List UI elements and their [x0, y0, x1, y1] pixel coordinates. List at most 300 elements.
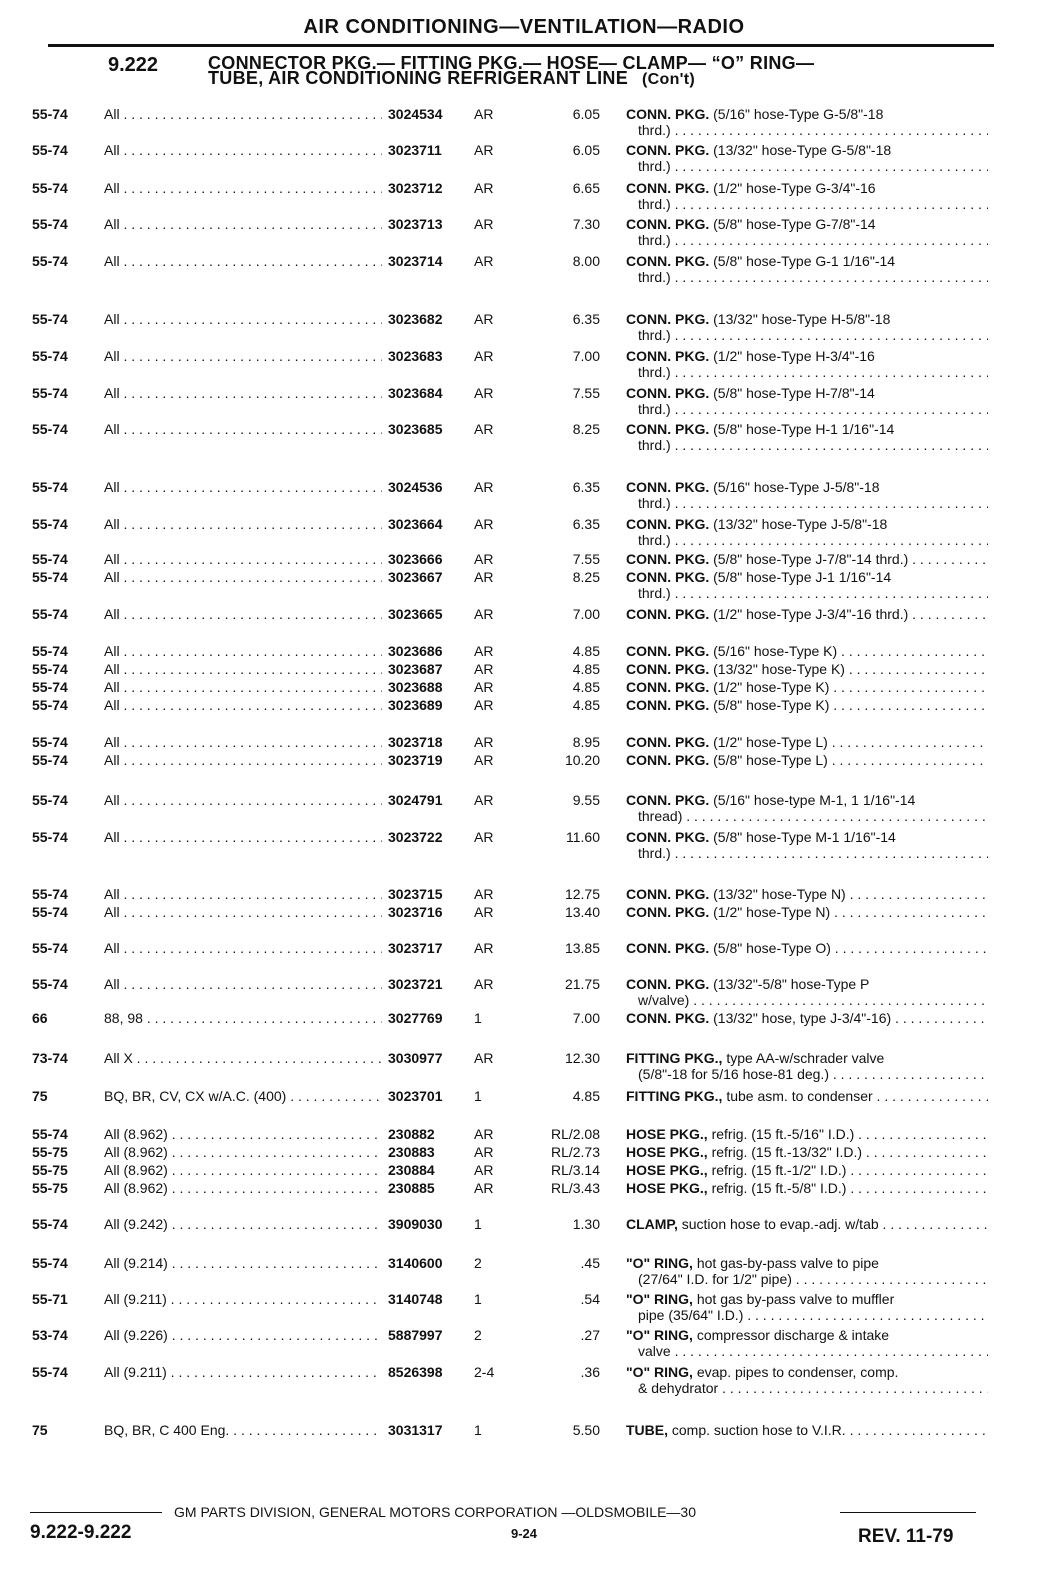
row-description-text: (5/8" hose-Type L) — [709, 752, 828, 768]
row-application: All . . . — [104, 886, 382, 902]
row-description — [626, 1327, 988, 1359]
row-application: All (8.962) . . . — [104, 1162, 382, 1178]
row-description-line1 — [626, 216, 988, 232]
row-application: All . . . — [104, 311, 382, 327]
row-description-text: (1/2" hose-Type J-3/4"-16 thrd.) — [709, 606, 909, 622]
row-description — [626, 1364, 988, 1396]
row-years: 55-74 — [32, 106, 68, 122]
row-description-text: hot gas-by-pass valve to pipe — [692, 1255, 879, 1271]
row-quantity: 1 — [474, 1422, 482, 1438]
footer-publisher: GM PARTS DIVISION, GENERAL MOTORS CORPORATION —OLDSMOBILE—30 — [174, 1504, 696, 1520]
row-years: 55-74 — [32, 180, 68, 196]
row-price: 7.55 — [572, 551, 600, 567]
row-years: 53-74 — [32, 1327, 68, 1343]
row-years: 75 — [32, 1088, 48, 1104]
row-description-text: (5/8" hose-Type G-1 1/16"-14 — [709, 253, 896, 269]
row-application: All . . . — [104, 106, 382, 122]
row-description-line2: thrd.) . . . — [626, 158, 988, 174]
row-quantity: AR — [474, 142, 494, 158]
footer-section-range: 9.222-9.222 — [30, 1522, 132, 1543]
row-price: .45 — [580, 1255, 600, 1271]
row-price: 10.20 — [564, 752, 600, 768]
row-years: 55-74 — [32, 551, 68, 567]
row-part-number: 3023684 — [388, 385, 443, 401]
row-years: 55-74 — [32, 348, 68, 364]
row-application: All . . . — [104, 697, 382, 713]
row-application: All . . . — [104, 385, 382, 401]
row-price: RL/3.43 — [550, 1180, 600, 1196]
row-description — [626, 216, 988, 248]
row-description-text: (5/16" hose-Type G-5/8"-18 — [709, 106, 884, 122]
row-part-number: 3023682 — [388, 311, 443, 327]
row-part-number: 3027769 — [388, 1010, 443, 1026]
row-price: 4.85 — [572, 1088, 600, 1104]
row-price: RL/2.73 — [550, 1144, 600, 1160]
row-application: 88, 98 . . . — [104, 1010, 382, 1026]
row-price: 13.40 — [564, 904, 600, 920]
row-part-number: 3030977 — [388, 1050, 443, 1066]
row-price: 13.85 — [564, 940, 600, 956]
row-price: 6.35 — [572, 479, 600, 495]
row-quantity: 2-4 — [474, 1364, 495, 1380]
row-description-line1 — [626, 661, 988, 677]
row-years: 55-74 — [32, 976, 68, 992]
row-part-number: 3023719 — [388, 752, 443, 768]
row-description-keyword: CONN. PKG. — [626, 180, 710, 196]
row-quantity: AR — [474, 479, 494, 495]
section-title — [208, 53, 988, 88]
row-description-keyword: CONN. PKG. — [626, 661, 710, 677]
row-years: 55-74 — [32, 752, 68, 768]
row-description-text: (5/8" hose-Type J-7/8"-14 thrd.) — [709, 551, 909, 567]
row-description-line1 — [626, 940, 988, 956]
row-description-keyword: CONN. PKG. — [626, 792, 710, 808]
row-description-line2: pipe (35/64" I.D.) . . . — [626, 1307, 988, 1323]
row-part-number: 3024536 — [388, 479, 443, 495]
row-description-line2: thrd.) . . . — [626, 122, 988, 138]
row-description-text: suction hose to evap.-adj. w/tab — [677, 1216, 879, 1232]
section-number: 9.222 — [108, 54, 159, 76]
row-description — [626, 1050, 988, 1082]
row-description — [626, 829, 988, 861]
row-quantity: AR — [474, 679, 494, 695]
row-description-line1 — [626, 1180, 988, 1196]
row-description-line1 — [626, 385, 988, 401]
row-price: 7.30 — [572, 216, 600, 232]
row-description-line1 — [626, 1088, 988, 1104]
row-description-line1 — [626, 1050, 988, 1066]
row-description-text: (1/2" hose-Type G-3/4"-16 — [709, 180, 876, 196]
row-description — [626, 1144, 988, 1160]
row-years: 55-74 — [32, 1126, 68, 1142]
row-part-number: 3023715 — [388, 886, 443, 902]
row-part-number: 3023687 — [388, 661, 443, 677]
row-price: 6.35 — [572, 516, 600, 532]
row-price: 4.85 — [572, 679, 600, 695]
row-price: 12.30 — [564, 1050, 600, 1066]
row-description-line2: thrd.) . . . — [626, 532, 988, 548]
row-description — [626, 643, 988, 659]
section-title-line1: CONNECTOR PKG.— FITTING PKG.— HOSE— CLAMP— “O” RING— — [208, 53, 815, 73]
row-description-keyword: CONN. PKG. — [626, 697, 710, 713]
row-description — [626, 253, 988, 285]
row-quantity: AR — [474, 697, 494, 713]
row-description-text: refrig. (15 ft.-5/8" I.D.) — [707, 1180, 847, 1196]
row-application: All . . . — [104, 253, 382, 269]
row-price: 7.55 — [572, 385, 600, 401]
row-application: All . . . — [104, 421, 382, 437]
row-price: 1.30 — [572, 1216, 600, 1232]
row-application: BQ, BR, C 400 Eng. . . . — [104, 1422, 382, 1438]
row-description — [626, 348, 988, 380]
row-description-line2: thrd.) . . . — [626, 269, 988, 285]
row-description-keyword: CONN. PKG. — [626, 679, 710, 695]
row-years: 55-74 — [32, 734, 68, 750]
row-description-text: (1/2" hose-Type H-3/4"-16 — [709, 348, 875, 364]
row-part-number: 230883 — [388, 1144, 435, 1160]
row-part-number: 230885 — [388, 1180, 435, 1196]
row-part-number: 5887997 — [388, 1327, 443, 1343]
row-quantity: AR — [474, 1180, 494, 1196]
row-description — [626, 1162, 988, 1178]
row-application: All . . . — [104, 829, 382, 845]
row-quantity: AR — [474, 421, 494, 437]
row-price: 9.55 — [572, 792, 600, 808]
row-quantity: 2 — [474, 1255, 482, 1271]
row-description-line1 — [626, 752, 988, 768]
section-title-line2: TUBE, AIR CONDITIONING REFRIGERANT LINE — [208, 68, 629, 88]
row-description-line1 — [626, 1255, 988, 1271]
row-description-text: (1/2" hose-Type K) — [709, 679, 830, 695]
row-description-keyword: CONN. PKG. — [626, 551, 710, 567]
row-description-keyword: CONN. PKG. — [626, 421, 710, 437]
row-application: All (9.211) . . . — [104, 1364, 382, 1380]
row-application: All (9.211) . . . — [104, 1291, 382, 1307]
row-description-line1 — [626, 253, 988, 269]
row-description — [626, 569, 988, 601]
row-quantity: AR — [474, 643, 494, 659]
row-description — [626, 516, 988, 548]
row-application: All . . . — [104, 643, 382, 659]
row-description-line1 — [626, 180, 988, 196]
footer-right-rule — [840, 1512, 976, 1513]
row-application: All . . . — [104, 180, 382, 196]
row-description-keyword: CONN. PKG. — [626, 752, 710, 768]
row-description-line2: thrd.) . . . — [626, 845, 988, 861]
row-price: .54 — [580, 1291, 600, 1307]
row-price: RL/3.14 — [550, 1162, 600, 1178]
row-part-number: 3023665 — [388, 606, 443, 622]
row-description-text: (5/16" hose-Type J-5/8"-18 — [709, 479, 880, 495]
row-years: 55-74 — [32, 311, 68, 327]
row-description-keyword: CONN. PKG. — [626, 385, 710, 401]
row-price: .27 — [580, 1327, 600, 1343]
row-years: 55-75 — [32, 1144, 68, 1160]
row-description-line1 — [626, 348, 988, 364]
row-years: 55-74 — [32, 643, 68, 659]
row-description-text: (5/16" hose-type M-1, 1 1/16"-14 — [709, 792, 916, 808]
row-application: All . . . — [104, 606, 382, 622]
row-years: 55-74 — [32, 697, 68, 713]
row-quantity: AR — [474, 904, 494, 920]
row-description-line1 — [626, 976, 988, 992]
row-quantity: AR — [474, 752, 494, 768]
row-application: All . . . — [104, 904, 382, 920]
row-years: 55-74 — [32, 829, 68, 845]
row-description-line1 — [626, 1291, 988, 1307]
row-quantity: AR — [474, 1126, 494, 1142]
row-description-line1 — [626, 142, 988, 158]
row-application: All . . . — [104, 734, 382, 750]
row-description — [626, 421, 988, 453]
row-description-keyword: FITTING PKG., — [626, 1088, 723, 1104]
row-application: All . . . — [104, 679, 382, 695]
row-description-keyword: CONN. PKG. — [626, 479, 710, 495]
row-description-line1 — [626, 1327, 988, 1343]
row-description-text: hot gas by-pass valve to muffler — [692, 1291, 895, 1307]
row-application: All X . . . — [104, 1050, 382, 1066]
row-part-number: 3023721 — [388, 976, 443, 992]
row-years: 55-74 — [32, 886, 68, 902]
row-price: 6.05 — [572, 106, 600, 122]
row-application: All . . . — [104, 551, 382, 567]
row-description-text: (1/2" hose-Type L) — [709, 734, 828, 750]
row-price: 7.00 — [572, 1010, 600, 1026]
row-price: 7.00 — [572, 348, 600, 364]
row-description-text: (5/16" hose-Type K) — [709, 643, 838, 659]
row-application: All . . . — [104, 752, 382, 768]
row-description-line2: thrd.) . . . — [626, 232, 988, 248]
row-quantity: AR — [474, 1162, 494, 1178]
row-description-text: refrig. (15 ft.-13/32" I.D.) — [707, 1144, 863, 1160]
row-description-line1 — [626, 516, 988, 532]
row-description-keyword: "O" RING, — [626, 1364, 693, 1380]
row-price: 5.50 — [572, 1422, 600, 1438]
row-description-text: (13/32" hose-Type N) — [709, 886, 846, 902]
row-description-line1 — [626, 106, 988, 122]
row-description — [626, 1010, 988, 1026]
row-description-text: (13/32" hose-Type J-5/8"-18 — [709, 516, 888, 532]
row-description — [626, 1180, 988, 1196]
row-description-line2: thrd.) . . . — [626, 585, 988, 601]
row-part-number: 3023686 — [388, 643, 443, 659]
row-years: 55-74 — [32, 1364, 68, 1380]
row-description-text: (13/32" hose-Type G-5/8"-18 — [709, 142, 892, 158]
row-description-keyword: HOSE PKG., — [626, 1126, 708, 1142]
row-part-number: 8526398 — [388, 1364, 443, 1380]
row-application: All . . . — [104, 516, 382, 532]
row-description-line1 — [626, 479, 988, 495]
row-description-text: (5/8" hose-Type O) — [709, 940, 831, 956]
row-description-keyword: "O" RING, — [626, 1291, 693, 1307]
row-description-keyword: TUBE, — [626, 1422, 668, 1438]
row-part-number: 3023689 — [388, 697, 443, 713]
footer-left-rule — [30, 1512, 162, 1513]
row-application: All (9.214) . . . — [104, 1255, 382, 1271]
row-quantity: 1 — [474, 1216, 482, 1232]
row-description-line1 — [626, 829, 988, 845]
row-part-number: 3023713 — [388, 216, 443, 232]
row-years: 55-74 — [32, 1216, 68, 1232]
row-price: 6.05 — [572, 142, 600, 158]
row-description-keyword: "O" RING, — [626, 1327, 693, 1343]
row-description — [626, 886, 988, 902]
row-quantity: AR — [474, 1050, 494, 1066]
row-description-text: (5/8" hose-Type J-1 1/16"-14 — [709, 569, 892, 585]
row-description-line2: (5/8"-18 for 5/16 hose-81 deg.) . . . — [626, 1066, 988, 1082]
row-description-line1 — [626, 679, 988, 695]
row-application: BQ, BR, CV, CX w/A.C. (400) . . . — [104, 1088, 382, 1104]
row-description-text: (1/2" hose-Type N) — [709, 904, 831, 920]
row-application: All . . . — [104, 479, 382, 495]
row-application: All . . . — [104, 569, 382, 585]
row-description-line2: (27/64" I.D. for 1/2" pipe) . . . — [626, 1271, 988, 1287]
row-description-keyword: CONN. PKG. — [626, 311, 710, 327]
row-application: All . . . — [104, 976, 382, 992]
row-description — [626, 661, 988, 677]
row-description-line2: thrd.) . . . — [626, 401, 988, 417]
row-quantity: AR — [474, 385, 494, 401]
row-description — [626, 551, 988, 567]
row-description-line1 — [626, 569, 988, 585]
row-description-text: (5/8" hose-Type G-7/8"-14 — [709, 216, 876, 232]
row-price: 8.25 — [572, 569, 600, 585]
row-description — [626, 606, 988, 622]
row-price: 12.75 — [564, 886, 600, 902]
row-years: 55-71 — [32, 1291, 68, 1307]
row-quantity: AR — [474, 1144, 494, 1160]
row-description-keyword: CONN. PKG. — [626, 348, 710, 364]
row-description-line2: valve . . . — [626, 1343, 988, 1359]
row-quantity: 1 — [474, 1010, 482, 1026]
row-description-line1 — [626, 904, 988, 920]
row-description-line1 — [626, 1144, 988, 1160]
row-description-text: refrig. (15 ft.-1/2" I.D.) — [707, 1162, 847, 1178]
row-price: 8.25 — [572, 421, 600, 437]
row-part-number: 3023714 — [388, 253, 443, 269]
row-years: 55-74 — [32, 661, 68, 677]
row-description-line1 — [626, 1162, 988, 1178]
row-years: 55-74 — [32, 940, 68, 956]
row-quantity: AR — [474, 348, 494, 364]
footer-revision: REV. 11-79 — [858, 1526, 954, 1547]
row-description-line2: thrd.) . . . — [626, 327, 988, 343]
row-description-line1 — [626, 1422, 988, 1438]
row-years: 55-74 — [32, 516, 68, 532]
row-description-keyword: CONN. PKG. — [626, 976, 710, 992]
row-years: 66 — [32, 1010, 48, 1026]
row-price: 4.85 — [572, 661, 600, 677]
row-part-number: 3909030 — [388, 1216, 443, 1232]
row-description — [626, 106, 988, 138]
row-application: All . . . — [104, 661, 382, 677]
row-part-number: 3023666 — [388, 551, 443, 567]
row-description-keyword: CONN. PKG. — [626, 643, 710, 659]
row-description-keyword: CONN. PKG. — [626, 569, 710, 585]
row-quantity: AR — [474, 661, 494, 677]
row-years: 55-75 — [32, 1180, 68, 1196]
footer-page-number: 9-24 — [510, 1526, 538, 1541]
row-part-number: 3023683 — [388, 348, 443, 364]
row-description-keyword: "O" RING, — [626, 1255, 693, 1271]
row-description-line1 — [626, 1126, 988, 1142]
row-years: 55-75 — [32, 1162, 68, 1178]
row-quantity: AR — [474, 606, 494, 622]
row-part-number: 3140600 — [388, 1255, 443, 1271]
row-description — [626, 1088, 988, 1104]
row-price: 11.60 — [566, 829, 600, 845]
row-price: .36 — [580, 1364, 600, 1380]
row-quantity: AR — [474, 551, 494, 567]
row-description-line1 — [626, 1364, 988, 1380]
row-description-text: comp. suction hose to V.I.R. — [668, 1422, 846, 1438]
row-application: All . . . — [104, 142, 382, 158]
row-description — [626, 792, 988, 824]
row-description-line2: w/valve) . . . — [626, 992, 988, 1008]
row-quantity: AR — [474, 569, 494, 585]
row-description-line1 — [626, 886, 988, 902]
row-description-line1 — [626, 734, 988, 750]
row-description-keyword: CONN. PKG. — [626, 904, 710, 920]
row-description-text: (5/8" hose-Type M-1 1/16"-14 — [709, 829, 896, 845]
row-quantity: AR — [474, 829, 494, 845]
row-description — [626, 679, 988, 695]
row-description-line2: thrd.) . . . — [626, 437, 988, 453]
row-years: 55-74 — [32, 479, 68, 495]
row-description — [626, 734, 988, 750]
row-description-line2: & dehydrator . . . — [626, 1380, 988, 1396]
row-part-number: 3024534 — [388, 106, 443, 122]
row-quantity: 1 — [474, 1291, 482, 1307]
row-description-keyword: CONN. PKG. — [626, 142, 710, 158]
row-years: 75 — [32, 1422, 48, 1438]
row-description-line1 — [626, 311, 988, 327]
row-years: 55-74 — [32, 606, 68, 622]
row-description — [626, 752, 988, 768]
row-description-text: (13/32" hose-Type K) — [709, 661, 845, 677]
row-price: 4.85 — [572, 697, 600, 713]
row-description-text: (13/32" hose-Type H-5/8"-18 — [709, 311, 891, 327]
row-description-keyword: CONN. PKG. — [626, 1010, 710, 1026]
row-part-number: 3023685 — [388, 421, 443, 437]
row-part-number: 3023722 — [388, 829, 443, 845]
row-description — [626, 1255, 988, 1287]
row-quantity: AR — [474, 792, 494, 808]
row-description — [626, 385, 988, 417]
row-years: 55-74 — [32, 904, 68, 920]
row-application: All (9.226) . . . — [104, 1327, 382, 1343]
row-description-line1 — [626, 1010, 988, 1026]
row-description-text: (13/32"-5/8" hose-Type P — [709, 976, 870, 992]
row-description-text: (5/8" hose-Type H-7/8"-14 — [709, 385, 875, 401]
row-description-keyword: CONN. PKG. — [626, 886, 710, 902]
row-quantity: 2 — [474, 1327, 482, 1343]
row-description-line2: thrd.) . . . — [626, 196, 988, 212]
row-description-keyword: CONN. PKG. — [626, 940, 710, 956]
row-description-keyword: CONN. PKG. — [626, 516, 710, 532]
row-part-number: 3023718 — [388, 734, 443, 750]
row-years: 55-74 — [32, 1255, 68, 1271]
row-description-line1 — [626, 697, 988, 713]
row-description — [626, 180, 988, 212]
row-application: All (8.962) . . . — [104, 1180, 382, 1196]
row-quantity: AR — [474, 216, 494, 232]
row-price: 21.75 — [564, 976, 600, 992]
row-years: 55-74 — [32, 679, 68, 695]
row-description-line2: thrd.) . . . — [626, 364, 988, 380]
row-part-number: 3031317 — [388, 1422, 443, 1438]
row-application: All (9.242) . . . — [104, 1216, 382, 1232]
